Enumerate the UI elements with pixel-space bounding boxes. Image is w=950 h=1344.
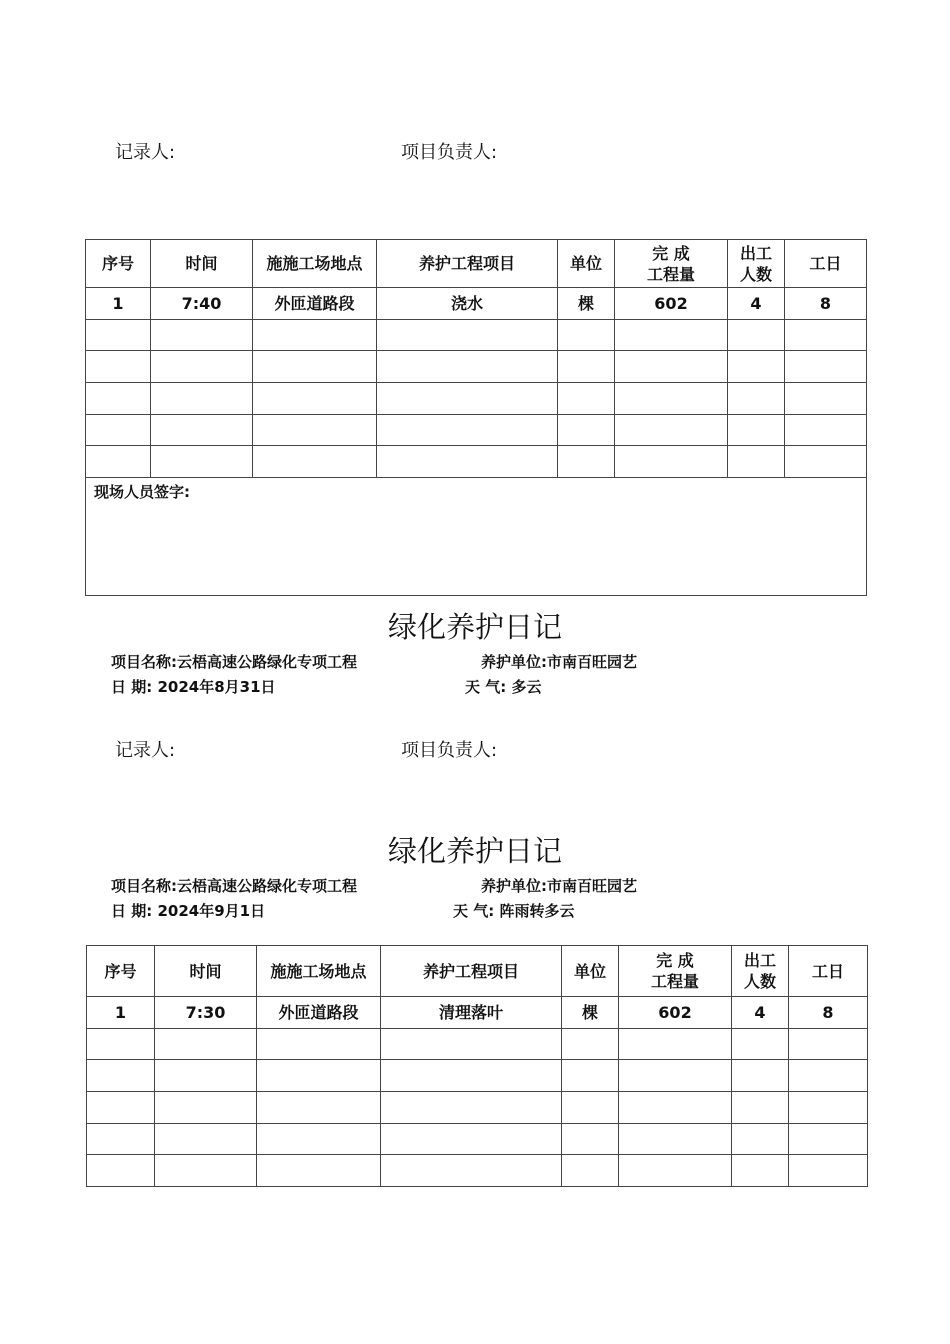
header-time: 时间 [155, 946, 257, 997]
header-time: 时间 [151, 240, 253, 288]
cell-workers [732, 1092, 789, 1124]
table-row [86, 383, 867, 415]
table-row [87, 1092, 868, 1124]
cell-site [253, 383, 377, 415]
cell-workdays [789, 1155, 868, 1187]
cell-site [257, 1155, 381, 1187]
cell-unit [562, 1060, 619, 1092]
maintenance-log-table-1 [85, 239, 867, 596]
onsite-signature-label: 现场人员签字: [86, 478, 867, 596]
cell-seq [87, 1060, 155, 1092]
cell-seq: 1 [86, 288, 151, 320]
cell-site [257, 1123, 381, 1155]
manager-label: 项目负责人: [401, 142, 498, 163]
cell-time [155, 1092, 257, 1124]
cell-workers [732, 1060, 789, 1092]
cell-site [253, 414, 377, 446]
cell-time [155, 1060, 257, 1092]
cell-time [151, 319, 253, 351]
cell-workdays [789, 1092, 868, 1124]
header-seq: 序号 [87, 946, 155, 997]
cell-item [381, 1060, 562, 1092]
cell-site [257, 1060, 381, 1092]
header-workdays: 工日 [789, 946, 868, 997]
cell-quantity [615, 351, 728, 383]
cell-site [257, 1028, 381, 1060]
cell-quantity [619, 1092, 732, 1124]
cell-seq [87, 1123, 155, 1155]
cell-seq: 1 [87, 997, 155, 1029]
cell-item [377, 383, 558, 415]
table-row [86, 319, 867, 351]
diary-title-2: 绿化养护日记 [387, 834, 562, 868]
cell-item [381, 1155, 562, 1187]
weather-1: 天 气: 多云 [465, 678, 542, 696]
cell-quantity [615, 383, 728, 415]
cell-item [377, 414, 558, 446]
cell-workdays [789, 1123, 868, 1155]
cell-time: 7:40 [151, 288, 253, 320]
sign-row [86, 478, 867, 596]
cell-item [381, 1092, 562, 1124]
cell-site [257, 1092, 381, 1124]
cell-quantity [619, 1123, 732, 1155]
table-row [87, 1155, 868, 1187]
header-item: 养护工程项目 [381, 946, 562, 997]
cell-workdays [785, 446, 867, 478]
header-site: 施施工场地点 [257, 946, 381, 997]
cell-workers [728, 446, 785, 478]
cell-workers [732, 1028, 789, 1060]
table-row [86, 446, 867, 478]
cell-item [377, 319, 558, 351]
cell-time [155, 1123, 257, 1155]
cell-quantity: 602 [619, 997, 732, 1029]
date-1: 日 期: 2024年8月31日 [111, 678, 276, 696]
cell-workers [728, 319, 785, 351]
cell-unit [558, 383, 615, 415]
cell-time [155, 1028, 257, 1060]
header-site: 施施工场地点 [253, 240, 377, 288]
cell-time [151, 446, 253, 478]
cell-seq [87, 1092, 155, 1124]
table-row [87, 997, 868, 1029]
cell-unit [558, 319, 615, 351]
cell-seq [86, 446, 151, 478]
date-2: 日 期: 2024年9月1日 [111, 902, 266, 920]
cell-seq [87, 1155, 155, 1187]
cell-seq [86, 319, 151, 351]
cell-time [151, 414, 253, 446]
cell-workers [732, 1155, 789, 1187]
cell-unit [562, 1123, 619, 1155]
cell-workdays [789, 1028, 868, 1060]
cell-item: 清理落叶 [381, 997, 562, 1029]
cell-workdays [785, 351, 867, 383]
cell-seq [86, 414, 151, 446]
header-workers: 出工 人数 [728, 240, 785, 288]
cell-quantity [619, 1155, 732, 1187]
cell-unit [558, 446, 615, 478]
cell-unit: 棵 [562, 997, 619, 1029]
table-row [86, 288, 867, 320]
cell-workdays [789, 1060, 868, 1092]
cell-unit [562, 1028, 619, 1060]
table-row [86, 414, 867, 446]
cell-workdays: 8 [785, 288, 867, 320]
cell-seq [86, 351, 151, 383]
weather-2: 天 气: 阵雨转多云 [453, 902, 575, 920]
cell-workdays [785, 414, 867, 446]
cell-workers: 4 [728, 288, 785, 320]
cell-workdays [785, 383, 867, 415]
cell-workdays [785, 319, 867, 351]
cell-quantity: 602 [615, 288, 728, 320]
recorder-label-2: 记录人: [115, 740, 176, 761]
table-row [87, 1028, 868, 1060]
cell-site [253, 351, 377, 383]
cell-unit [558, 351, 615, 383]
cell-seq [87, 1028, 155, 1060]
cell-site [253, 319, 377, 351]
cell-item [377, 446, 558, 478]
cell-quantity [615, 414, 728, 446]
cell-site: 外匝道路段 [253, 288, 377, 320]
diary-title-1: 绿化养护日记 [387, 610, 562, 644]
header-item: 养护工程项目 [377, 240, 558, 288]
manager-label-2: 项目负责人: [401, 740, 498, 761]
cell-workers [728, 414, 785, 446]
cell-workers [732, 1123, 789, 1155]
header-workdays: 工日 [785, 240, 867, 288]
table-row [86, 351, 867, 383]
cell-workers [728, 383, 785, 415]
header-unit: 单位 [562, 946, 619, 997]
cell-quantity [619, 1028, 732, 1060]
recorder-label: 记录人: [115, 142, 176, 163]
cell-item [381, 1028, 562, 1060]
header-quantity: 完 成 工程量 [619, 946, 732, 997]
cell-unit [562, 1092, 619, 1124]
cell-unit [558, 414, 615, 446]
cell-time [151, 383, 253, 415]
maintenance-log-table-2 [86, 945, 868, 1187]
header-workers: 出工 人数 [732, 946, 789, 997]
cell-time [151, 351, 253, 383]
cell-workers: 4 [732, 997, 789, 1029]
table-header-row [87, 946, 868, 997]
cell-quantity [619, 1060, 732, 1092]
cell-workers [728, 351, 785, 383]
header-unit: 单位 [558, 240, 615, 288]
maintenance-unit-2: 养护单位:市南百旺园艺 [481, 877, 637, 895]
project-name-1: 项目名称:云梧高速公路绿化专项工程 [111, 653, 358, 671]
cell-time: 7:30 [155, 997, 257, 1029]
table-row [87, 1060, 868, 1092]
header-seq: 序号 [86, 240, 151, 288]
cell-time [155, 1155, 257, 1187]
cell-site [253, 446, 377, 478]
cell-quantity [615, 446, 728, 478]
cell-unit: 棵 [558, 288, 615, 320]
cell-item: 浇水 [377, 288, 558, 320]
maintenance-unit-1: 养护单位:市南百旺园艺 [481, 653, 637, 671]
table-row [87, 1123, 868, 1155]
cell-item [381, 1123, 562, 1155]
cell-workdays: 8 [789, 997, 868, 1029]
cell-quantity [615, 319, 728, 351]
table-header-row [86, 240, 867, 288]
cell-unit [562, 1155, 619, 1187]
project-name-2: 项目名称:云梧高速公路绿化专项工程 [111, 877, 358, 895]
header-quantity: 完 成 工程量 [615, 240, 728, 288]
cell-item [377, 351, 558, 383]
cell-site: 外匝道路段 [257, 997, 381, 1029]
cell-seq [86, 383, 151, 415]
